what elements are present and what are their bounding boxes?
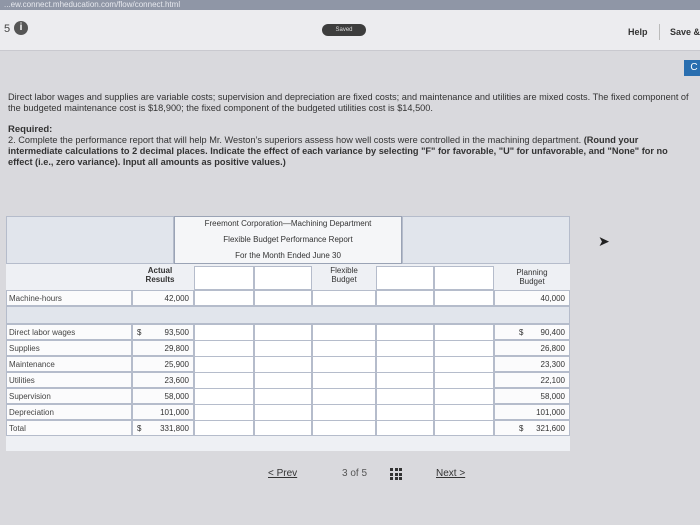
- question-number: 5: [4, 23, 11, 35]
- flexible-budget-input-column[interactable]: [312, 324, 376, 436]
- help-button[interactable]: Help: [628, 27, 648, 37]
- performance-report-worksheet: [6, 216, 570, 451]
- machine-hours-flexible-input[interactable]: [312, 290, 376, 306]
- problem-content: [8, 92, 690, 168]
- machine-hours-input-3[interactable]: [376, 290, 434, 306]
- variance-effect-column-2[interactable]: [434, 324, 494, 436]
- report-title-block: [174, 216, 402, 264]
- saved-status-badge: Saved: [322, 24, 366, 36]
- refresh-corner-button[interactable]: C: [684, 60, 700, 76]
- actual-amount: 93,500: [164, 328, 189, 337]
- problem-paragraph: Direct labor wages and supplies are variable costs; supervision and depreciation are fixed costs; and maintenance and utilities are mixed costs. The fixed component of the budgeted maintenance cost is $18,900; the fixed component of the budgeted utilities cost is $14,500.: [8, 92, 689, 113]
- planning-value: [494, 324, 570, 340]
- page-of: of: [350, 468, 359, 479]
- variance-effect-column-1[interactable]: [254, 324, 312, 436]
- actual-value: [132, 420, 194, 436]
- actual-value: 29,800: [132, 340, 194, 356]
- row-label: Direct labor wages: [6, 324, 132, 340]
- variance-input-column-2[interactable]: [376, 324, 434, 436]
- page-current: 3: [342, 468, 348, 479]
- row-label: Utilities: [6, 372, 132, 388]
- col-planning-budget: Planning Budget: [516, 268, 548, 286]
- machine-hours-input-4[interactable]: [434, 290, 494, 306]
- variance-header-input-3[interactable]: [376, 266, 434, 290]
- row-label: Supervision: [6, 388, 132, 404]
- planning-value: 58,000: [494, 388, 570, 404]
- required-instructions: [8, 135, 690, 168]
- required-heading: Required:: [8, 124, 53, 135]
- row-label: Total: [6, 420, 132, 436]
- actual-value: 25,900: [132, 356, 194, 372]
- variance-header-input-1[interactable]: [194, 266, 254, 290]
- planning-value: 22,100: [494, 372, 570, 388]
- planning-value: 101,000: [494, 404, 570, 420]
- report-title-company: Freemont Corporation—Machining Department: [204, 219, 372, 228]
- col-actual-results: Actual Results: [145, 266, 175, 284]
- row-label: Depreciation: [6, 404, 132, 420]
- actual-value: 23,600: [132, 372, 194, 388]
- top-toolbar: [0, 10, 700, 51]
- browser-url-bar[interactable]: [0, 0, 700, 10]
- row-label: Supplies: [6, 340, 132, 356]
- variance-input-column-1[interactable]: [194, 324, 254, 436]
- actual-value: 58,000: [132, 388, 194, 404]
- actual-amount: 331,800: [160, 424, 189, 433]
- prev-button[interactable]: < Prev: [268, 468, 298, 479]
- variance-header-input-2[interactable]: [254, 266, 312, 290]
- machine-hours-planning: 40,000: [494, 290, 570, 306]
- save-exit-button[interactable]: Save &: [670, 27, 700, 37]
- machine-hours-input-1[interactable]: [194, 290, 254, 306]
- report-title-name: Flexible Budget Performance Report: [223, 235, 353, 244]
- dollar-sign: $: [137, 424, 142, 433]
- dollar-sign: $: [137, 328, 142, 337]
- header-band-left: [6, 216, 174, 264]
- actual-value: 101,000: [132, 404, 194, 420]
- required-text: 2. Complete the performance report that will help Mr. Weston’s superiors assess how well costs were controlled in the machining department.: [8, 135, 582, 145]
- planning-amount: 90,400: [540, 328, 565, 337]
- machine-hours-input-2[interactable]: [254, 290, 312, 306]
- page-total: 5: [361, 468, 368, 479]
- spacer-row: [6, 306, 570, 324]
- dollar-sign: $: [519, 328, 524, 337]
- url-text: ...ew.connect.mheducation.com/flow/connect.html: [4, 0, 181, 9]
- col-flexible-budget: Flexible Budget: [330, 266, 358, 284]
- toolbar-divider: [659, 24, 660, 40]
- actual-value: [132, 324, 194, 340]
- page-indicator: [342, 468, 367, 479]
- planning-value: 26,800: [494, 340, 570, 356]
- info-icon[interactable]: i: [14, 21, 28, 35]
- report-title-period: For the Month Ended June 30: [235, 251, 341, 260]
- machine-hours-actual: 42,000: [132, 290, 194, 306]
- mouse-cursor-icon: ➤: [598, 233, 610, 249]
- next-button[interactable]: Next >: [436, 468, 466, 479]
- grid-icon[interactable]: [390, 468, 402, 480]
- variance-header-input-4[interactable]: [434, 266, 494, 290]
- planning-value: 23,300: [494, 356, 570, 372]
- planning-value: [494, 420, 570, 436]
- row-label: Maintenance: [6, 356, 132, 372]
- dollar-sign: $: [519, 424, 524, 433]
- required-bold-text: (Round your intermediate calculations to 2 decimal places. Indicate the effect of each variance by selecting "F" for favorable, "U" for unfavorable, and "None" for no effect (i.e., zero variance). Input all amounts as positive values.): [8, 135, 668, 167]
- machine-hours-label: Machine-hours: [6, 290, 132, 306]
- planning-amount: 321,600: [536, 424, 565, 433]
- header-band-right: [402, 216, 570, 264]
